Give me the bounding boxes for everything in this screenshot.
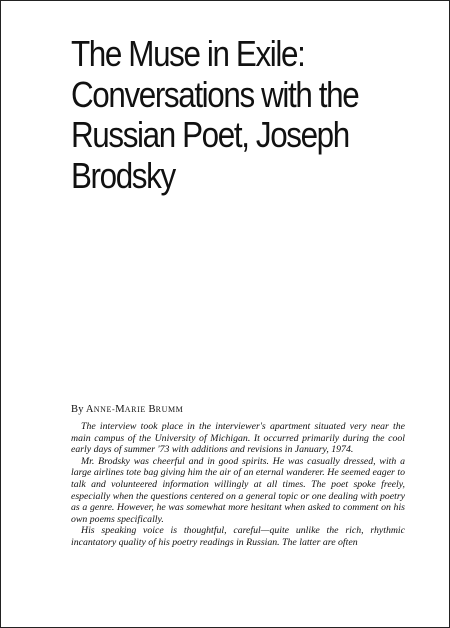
author-middle-initial: M (115, 404, 125, 415)
article-body (71, 421, 405, 549)
byline-prefix: By (71, 404, 86, 415)
author-first-initial: A (85, 404, 94, 415)
author-last-initial: B (148, 404, 156, 415)
body-paragraph: Mr. Brodsky was cheerful and in good spirits. He was casually dressed, with a large airlines tote bag giving him the air of an eternal wanderer. He seemed eager to talk and volunteered information willingly at all times. The poet spoke freely, especially when the questions centered on a general topic or one dealing with poetry as a genre. However, he was somewhat more hesitant when asked to comment on his own poems specifically. (71, 455, 405, 525)
body-paragraph: The interview took place in the interviewer's apartment situated very near the main campus of the University of Michigan. It occurred primarily during the cool early days of summer '73 with additions and revisions in January, 1974. (71, 421, 405, 456)
author-first-rest: NNE- (93, 405, 116, 414)
author-last-rest: RUMM (155, 405, 184, 414)
article-byline (71, 404, 183, 415)
body-paragraph: His speaking voice is thoughtful, careful—quite unlike the rich, rhythmic incantatory quality of his poetry readings in Russian. The latter are often (71, 525, 405, 548)
article-title: The Muse in Exile: Conversations with the Russian Poet, Joseph Brodsky (71, 33, 359, 196)
author-middle-rest: ARIE (124, 405, 149, 414)
